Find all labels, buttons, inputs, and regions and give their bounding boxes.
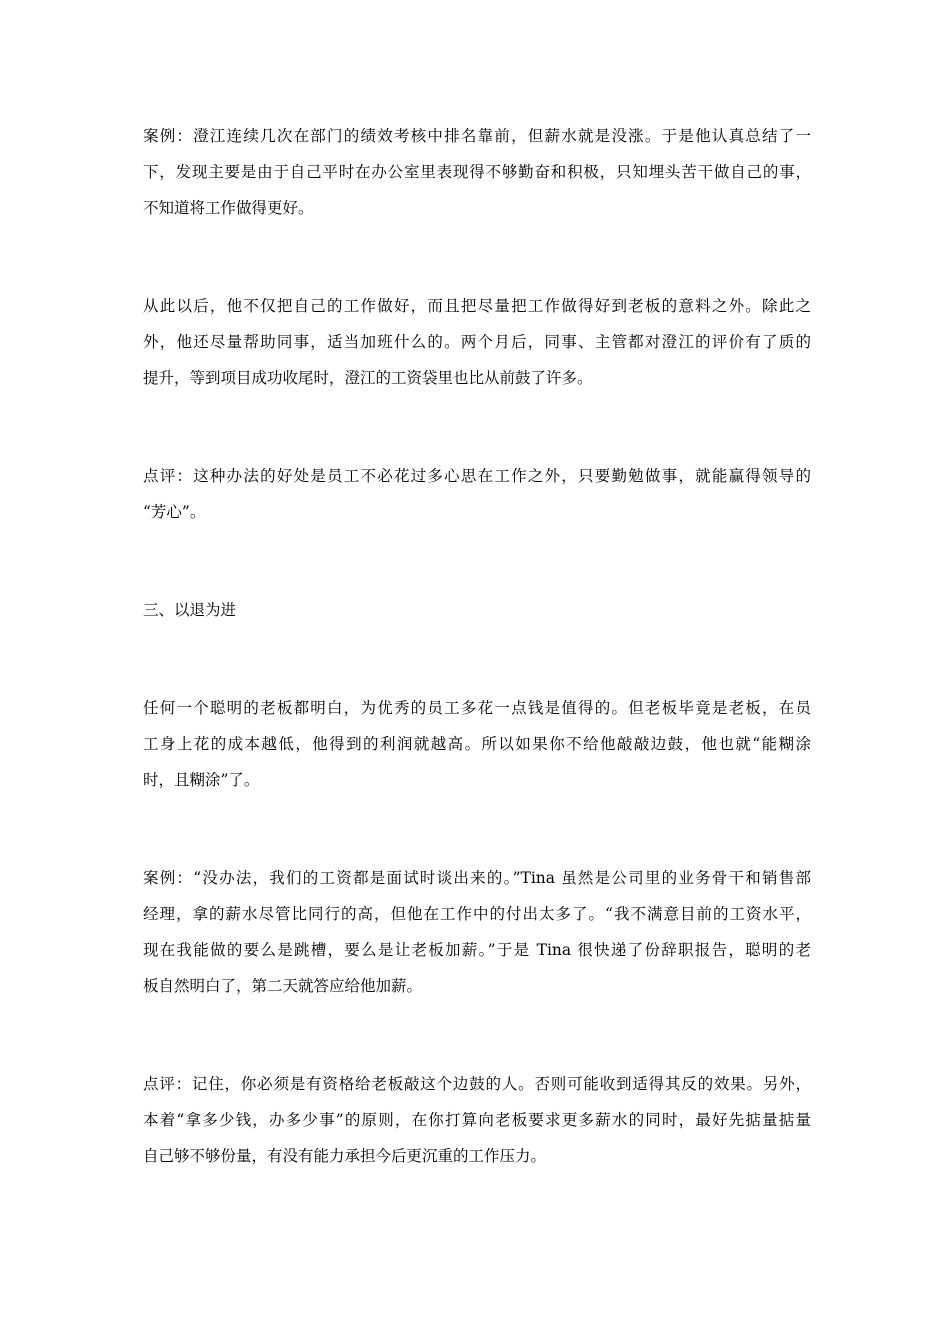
paragraph-intro (143, 690, 811, 798)
paragraph-gap (143, 396, 811, 458)
text-line: 板自然明白了，第二天就答应给他加薪。 (143, 977, 423, 995)
text-line: 不知道将工作做得更好。 (143, 199, 314, 217)
paragraph-case-2 (143, 860, 811, 1004)
paragraph-comment-2 (143, 1066, 811, 1174)
section-heading (143, 592, 811, 628)
text-line: 自己够不够份量，有没有能力承担今后更沉重的工作压力。 (143, 1147, 547, 1165)
paragraph-gap (143, 1004, 811, 1066)
text-line: 下，发现主要是由于自己平时在办公室里表现得不够勤奋和积极，只知埋头苦干做自己的事， (143, 163, 811, 181)
paragraph-case-1-continued (143, 288, 811, 396)
text-line: 案例：澄江连续几次在部门的绩效考核中排名靠前，但薪水就是没涨。于是他认真总结了一 (143, 127, 811, 145)
paragraph-gap (143, 798, 811, 860)
text-line: “芳心”。 (143, 503, 206, 521)
paragraph-comment-1 (143, 458, 811, 530)
text-line: 任何一个聪明的老板都明白，为优秀的员工多花一点钱是值得的。但老板毕竟是老板，在员 (143, 699, 811, 717)
paragraph-gap (143, 628, 811, 690)
paragraph-case-1 (143, 118, 811, 226)
text-line: 工身上花的成本越低，他得到的利润就越高。所以如果你不给他敲敲边鼓，他也就“能糊涂 (143, 735, 811, 753)
text-line: 点评：这种办法的好处是员工不必花过多心思在工作之外，只要勤勉做事，就能赢得领导的 (143, 467, 811, 485)
text-line: 现在我能做的要么是跳槽，要么是让老板加薪。”于是 Tina 很快递了份辞职报告，聪明的老 (143, 941, 811, 959)
text-line: 本着“拿多少钱，办多少事”的原则，在你打算向老板要求更多薪水的同时，最好先掂量掂量 (143, 1111, 811, 1129)
text-line: 经理，拿的薪水尽管比同行的高，但他在工作中的付出太多了。“我不满意目前的工资水平， (143, 905, 811, 923)
section-heading-text: 三、以退为进 (143, 601, 237, 619)
text-line: 时，且糊涂”了。 (143, 771, 260, 789)
text-line: 从此以后，他不仅把自己的工作做好，而且把尽量把工作做得好到老板的意料之外。除此之 (143, 297, 811, 315)
text-line: 案例：“没办法，我们的工资都是面试时谈出来的。”Tina 虽然是公司里的业务骨干和销售部 (143, 869, 811, 887)
paragraph-gap (143, 530, 811, 592)
text-line: 点评：记住，你必须是有资格给老板敲这个边鼓的人。否则可能收到适得其反的效果。另外， (143, 1075, 811, 1093)
paragraph-gap (143, 226, 811, 288)
text-line: 外，他还尽量帮助同事，适当加班什么的。两个月后，同事、主管都对澄江的评价有了质的 (143, 333, 811, 351)
text-line: 提升，等到项目成功收尾时，澄江的工资袋里也比从前鼓了许多。 (143, 369, 593, 387)
document-page (143, 118, 811, 1174)
